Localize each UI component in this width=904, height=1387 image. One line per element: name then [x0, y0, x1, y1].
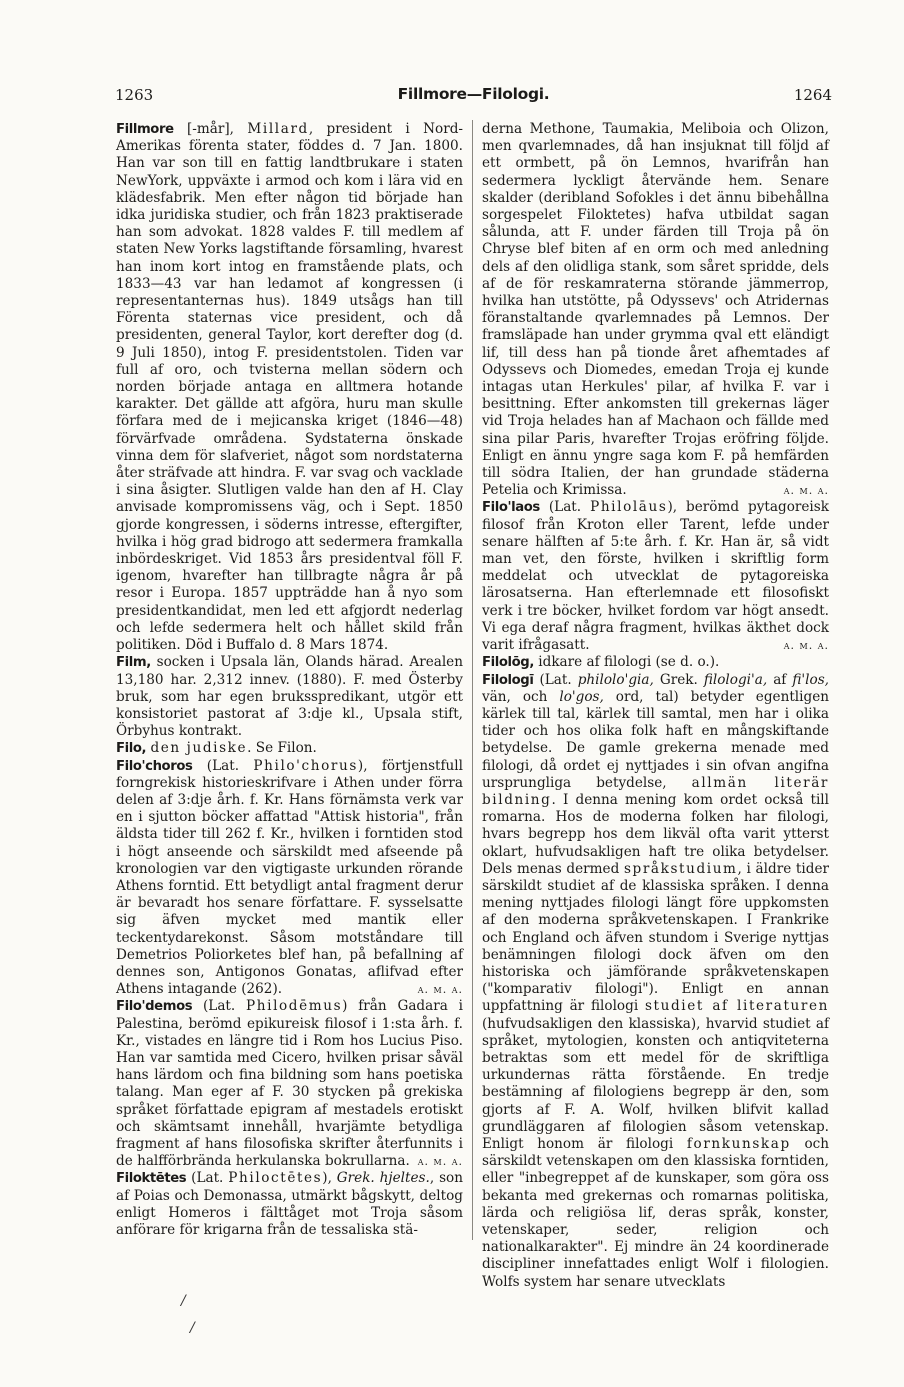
entry-text: (Lat. — [192, 998, 247, 1015]
entry-film — [116, 654, 463, 740]
person-name: Millard — [247, 121, 309, 137]
headword: Filolōg, — [482, 655, 534, 671]
running-header — [115, 86, 832, 108]
entry-text: ord, tal) betyder egentligen kärlek till tal, kärlek till samtal, men har i olika tider och hos olika folk haft en mångskiftande betydelse. De gamle grekerna menade med filologi, då ordet ej nyttjades i sin ofvan angifna ursprungliga betydelse, — [482, 688, 829, 791]
entry-text: , i äldre tider särskildt studiet af de klassiska språken. I denna mening nyttjades filologi längt före uppkomsten af den moderna språkvetenskapen. I Frankrike och England och äfven stundom i Sverige nyttjas benämningen filologi dock äfven om den historiska och jämförande språkvetenskapen ("komparativ filologi"). Enligt en annan uppfattning är filologi — [482, 860, 829, 1015]
spaced-text: fornkunskap — [686, 1135, 791, 1152]
spaced-text: språkstudium — [623, 860, 738, 877]
entry-text: (Lat. — [186, 1170, 229, 1187]
stray-mark: / — [190, 1320, 195, 1336]
entry-text: . Se Filon. — [247, 740, 317, 757]
column-divider — [472, 120, 473, 1240]
entry-filolaos — [482, 499, 829, 654]
italic-text: lo'gos, — [559, 688, 604, 705]
entry-fillmore — [116, 121, 463, 654]
signature: a. m. a. — [417, 1155, 463, 1169]
headword: Filo'choros — [116, 758, 193, 774]
entry-text: derna Methone, Taumakia, Meliboia och Olizon, men qvarlemnades, då han insjuknat till följd af ett ormbett, på ön Lemnos, hvarifrån han sedermera lyckligt återvände hem. Senare skalder (deribland Sofokles i det ännu bibehållna sorgespelet Filoktetes) hafva utbildat sagan sålunda, att F. under färden till Troja på ön Chryse blef biten af en orm och med anledning dels af den olidliga stank, som såret spridde, dels af de för reskamraterna störande jämmerrop, hvilka han utstötte, på Odyssevs' och Atridernas föranstaltande qvarlemnades på Lemnos. Der framsläpade han under grymma qval ett eländigt lif, till dess han på tionde året afhemtades af Odyssevs och Diomedes, emedan Troja ej kunde intagas utan Herkules' pilar, af hvilka F. var i besittning. Efter ankomsten till grekernas läger vid Troja helades han af Machaon och fällde med sina pilar Paris, hvarefter Trojas eröfring följde. Enligt en ännu yngre saga kom F. på hemfärden till södra Italien, der han grundade städerna Petelia och Krimissa. — [482, 121, 829, 499]
right-column — [482, 121, 829, 1291]
spaced-text: Philoctētes — [228, 1170, 323, 1187]
headword: Fillmore — [116, 122, 174, 137]
spaced-text: studiet af literaturen — [644, 998, 829, 1015]
entry-filologi — [482, 672, 829, 1291]
entry-text: idkare af filologi (se d. o.). — [533, 654, 720, 671]
entry-filodemos — [116, 998, 463, 1170]
page-number-left: 1263 — [115, 86, 154, 104]
italic-text: philolo'gia, — [577, 671, 654, 688]
headword: Filo'laos — [482, 500, 540, 516]
signature: a. m. a. — [783, 484, 829, 498]
headword: Filoktētes — [116, 1171, 187, 1187]
entry-text: (Lat. — [533, 671, 578, 688]
signature: a. m. a. — [417, 983, 463, 997]
entry-text: ) från Gadara i Palestina, berömd epikureisk filosof i 1:sta årh. f. Kr., vistades en längre tid i Rom hos Lucius Piso. Han var samtida med Cicero, hvilken prisar såväl hans lärdom och fina bildning som hans poetiska talang. Man eger af F. 30 stycken på grekiska språket författade epigram af mestadels erotiskt och skämtsamt innehåll, hvarjämte betydliga fragment af hans filosofiska skrifter återfunnits i de halfförbrända herkulanska bokrullarna. — [116, 998, 463, 1170]
entry-filolog — [482, 654, 829, 671]
headword: Filologī — [482, 672, 534, 688]
spaced-text: Philodēmus — [246, 998, 343, 1015]
italic-text: filologi'a, — [703, 671, 768, 688]
spaced-text: allmän literär bildning — [482, 774, 829, 808]
signature: a. m. a. — [783, 639, 829, 653]
entry-filoktetes-continued — [482, 121, 829, 499]
entry-text: [-mår], — [173, 121, 248, 137]
entry-text: (Lat. — [192, 757, 254, 774]
headword: Filo, — [116, 741, 147, 757]
entry-filoktetes — [116, 1170, 463, 1239]
entry-text: . I denna mening kom ordet också till romarna. Hos de moderna folken har filologi, hvars begrepp hos dem likväl ofta varit ytterst oklart, hufvudsakligen haft tre olika betydelser. Dels menas dermed — [482, 791, 829, 877]
italic-text: fi'los, — [792, 671, 829, 688]
entry-text: af — [767, 671, 793, 688]
entry-text: ), förtjenstfull forngrekisk historieskrifvare i Athen under förra delen af 3:dje årh. f. Kr. Hans förnämsta verk var en i sjutton böcker affattad "Attisk historia", från äldsta tider till 262 f. Kr., hvilken i forntiden stod i högt anseende och särskildt med afseende på kronologien var den vigtigaste urkunden rörande Athens forntid. Ett betydligt antal fragment derur är bevaradt hos senare författare. F. sysselsatte sig äfven mycket med mantik eller teckentydarekonst. Såsom motståndare till Demetrios Poliorketes blef han, på befallning af dennes son, Antigonos Gonatas, aflifvad efter Athens intagande (262). — [116, 757, 463, 998]
entry-text: , president i Nord-Amerikas förenta stater, föddes d. 7 Jan. 1800. Han var son till en fattig landtbrukare i staten NewYork, uppväxte i armod och kom i lära vid en klädesfabrik. Men efter någon tid började han idka juridiska studier, och från 1823 praktiserade han som advokat. 1828 valdes F. till medlem af staten New Yorks lagstiftande församling, hvarest han inom kort intog en framstående plats, och 1833—43 var han ledamot af kongressen (i representanternas hus). 1849 utsågs han till Förenta staternas vice president, och då presidenten, general Taylor, kort derefter dog (d. 9 Juli 1850), intog F. presidentstolen. Tiden var full af oro, och tvisterna mellan södern och norden började antaga en alltmera hotande karakter. Det gällde att afgöra, huru man skulle förfara med de i mejicanska kriget (1846—48) förvärfvade områdena. Sydstaterna önskade vinna dem för slafveriet, något som nordstaterna åter sträfvade att hindra. F. var svag och vacklade i sina åsigter. Slutligen valde han den af H. Clay anvisade kompromissens väg, och i Sept. 1850 gjorde kongressen, i söderns intresse, eftergifter, hvilka i hög grad bidrogo att sedermera framkalla inbördeskriget. Vid 1853 års presidentval föll F. igenom, hvarefter han tillbragte några år på resor i Europa. 1857 uppträdde han å nyo som presidentkandidat, men led ett afgjordt nederlag och lefde sedermera helt och hållet skild från politiken. Död i Buffalo d. 8 Mars 1874. — [116, 121, 464, 654]
headword: Film, — [116, 655, 151, 671]
spaced-text: Philolāus — [590, 499, 668, 516]
entry-text: Grek. — [653, 671, 704, 688]
entry-text: socken i Upsala län, Olands härad. Arealen 13,180 har. 2,312 innev. (1880). F. med Österby bruk, som har egen bruksspredikant, utgör ett konsistoriet pastorat af 3:dje kl., Upsala stift, Örbyhus kontrakt. — [116, 654, 463, 740]
entry-text: ), berömd pytagoreisk filosof från Kroton eller Tarent, lefde under senare hälften af 5:te årh. f. Kr. Han är, så vidt man vet, den förste, hvilken i skriftlig form meddelat och utvecklat de pytagoreiska lärosatserna. Han efterlemnade ett filosofiskt verk i tre böcker, hvilket fordom var högt ansedt. Vi ega deraf några fragment, hvilkas äkthet dock varit ifrågasatt. — [482, 499, 829, 654]
spaced-text: Philo'chorus — [253, 757, 358, 774]
italic-text: Grek. hjeltes. — [336, 1170, 430, 1187]
headword: Filo'demos — [116, 999, 193, 1015]
page-number-right: 1264 — [793, 86, 832, 104]
entry-text: , son af Poias och Demonassa, utmärkt bågskytt, deltog enligt Homeros i fälttåget mot Troja såsom anförare för krigarna från de tessaliska stä- — [116, 1170, 463, 1238]
stray-mark: / — [181, 1293, 186, 1309]
entry-text: (Lat. — [539, 499, 591, 516]
entry-filo — [116, 740, 463, 757]
left-column — [116, 121, 463, 1239]
spaced-text: den judiske — [150, 740, 248, 757]
entry-text: och särskildt vetenskapen om den klassiska forntiden, eller "inbegreppet af de kunskaper, som göra oss bekanta med grekernas och romarnas politiska, lärda och religiösa lif, deras språk, konster, vetenskaper, seder, religion och nationalkarakter". Ej mindre än 24 koordinerade discipliner innefattades enligt Wolf i filologien. Wolfs system har senare utvecklats — [482, 1135, 830, 1290]
entry-text: ), — [322, 1170, 337, 1187]
entry-filochoros — [116, 758, 463, 999]
entry-text: (hufvudsakligen den klassiska), hvarvid studiet af språket, mytologien, konsten och antiqviteterna betraktas som ett medel för de skriftliga urkundernas rätta förstående. En tredje bestämning af filologiens begrepp är den, som gjorts af F. A. Wolf, hvilken blifvit kallad grundläggaren af filologien såsom vetenskap. Enligt honom är filologi — [482, 1015, 829, 1152]
running-title: Fillmore—Filologi. — [397, 85, 550, 103]
entry-text: vän, och — [482, 688, 560, 705]
